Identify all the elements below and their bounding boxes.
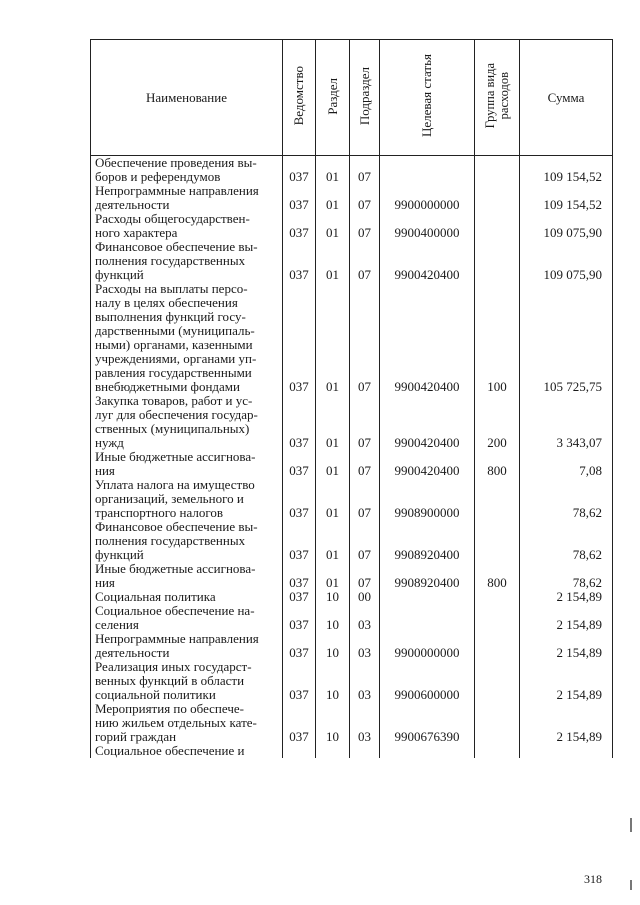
row-article: 9900420400 — [380, 282, 475, 394]
row-article: 9900400000 — [380, 212, 475, 240]
row-name: Закупка товаров, работ и ус- луг для обеспечения государ- ственных (муниципальных) нужд — [91, 394, 283, 450]
row-group — [475, 184, 520, 212]
row-group — [475, 212, 520, 240]
row-dept: 037 — [283, 240, 316, 282]
row-dept: 037 — [283, 590, 316, 604]
row-name: Непрограммные направления деятельности — [91, 184, 283, 212]
row-section: 01 — [316, 478, 350, 520]
row-section: 10 — [316, 590, 350, 604]
row-section: 01 — [316, 184, 350, 212]
header-group — [475, 40, 520, 156]
row-dept: 037 — [283, 450, 316, 478]
row-dept: 037 — [283, 394, 316, 450]
table-row — [91, 562, 613, 590]
row-dept: 037 — [283, 660, 316, 702]
scan-edge-mark — [630, 818, 632, 832]
header-section — [316, 40, 350, 156]
row-subsection: 07 — [350, 478, 380, 520]
row-subsection: 07 — [350, 282, 380, 394]
row-group — [475, 660, 520, 702]
table-row — [91, 282, 613, 394]
row-sum: 7,08 — [520, 450, 613, 478]
row-article: 9900676390 — [380, 702, 475, 744]
row-name: Иные бюджетные ассигнова- ния — [91, 450, 283, 478]
table-row — [91, 590, 613, 604]
header-article-label: Целевая статья — [419, 54, 434, 138]
row-article: 9900420400 — [380, 240, 475, 282]
row-sum: 2 154,89 — [520, 702, 613, 744]
row-dept: 037 — [283, 212, 316, 240]
row-section: 01 — [316, 450, 350, 478]
row-name: Расходы общегосударствен- ного характера — [91, 212, 283, 240]
table-row — [91, 156, 613, 185]
row-group: 800 — [475, 562, 520, 590]
row-dept: 037 — [283, 562, 316, 590]
row-name: Финансовое обеспечение вы- полнения государственных функций — [91, 520, 283, 562]
table-row — [91, 450, 613, 478]
row-subsection: 03 — [350, 702, 380, 744]
row-dept: 037 — [283, 156, 316, 185]
table-body — [91, 156, 613, 759]
row-article: 9908900000 — [380, 478, 475, 520]
row-group — [475, 240, 520, 282]
row-section: 10 — [316, 702, 350, 744]
row-name: Иные бюджетные ассигнова- ния — [91, 562, 283, 590]
row-dept — [283, 744, 316, 758]
row-sum: 2 154,89 — [520, 604, 613, 632]
table-row — [91, 604, 613, 632]
row-group — [475, 632, 520, 660]
row-section: 10 — [316, 604, 350, 632]
row-subsection: 07 — [350, 450, 380, 478]
row-name: Мероприятия по обеспече- нию жильем отдельных кате- горий граждан — [91, 702, 283, 744]
table-row — [91, 520, 613, 562]
row-article: 9908920400 — [380, 520, 475, 562]
row-name: Социальное обеспечение и — [91, 744, 283, 758]
row-sum: 109 154,52 — [520, 184, 613, 212]
row-dept: 037 — [283, 632, 316, 660]
row-sum: 2 154,89 — [520, 590, 613, 604]
row-section — [316, 744, 350, 758]
row-group — [475, 744, 520, 758]
row-section: 10 — [316, 632, 350, 660]
header-article — [380, 40, 475, 156]
header-sum-label: Сумма — [547, 89, 585, 105]
row-sum: 2 154,89 — [520, 632, 613, 660]
row-group — [475, 702, 520, 744]
row-article: 9900420400 — [380, 394, 475, 450]
row-subsection: 03 — [350, 660, 380, 702]
row-article — [380, 744, 475, 758]
row-subsection: 07 — [350, 212, 380, 240]
header-subsection — [350, 40, 380, 156]
header-section-label: Раздел — [324, 77, 340, 115]
table-row — [91, 632, 613, 660]
row-section: 01 — [316, 240, 350, 282]
row-subsection: 07 — [350, 562, 380, 590]
row-sum: 109 154,52 — [520, 156, 613, 185]
header-name — [91, 40, 283, 156]
row-group — [475, 520, 520, 562]
row-article — [380, 590, 475, 604]
row-sum: 3 343,07 — [520, 394, 613, 450]
row-name: Непрограммные направления деятельности — [91, 632, 283, 660]
row-dept: 037 — [283, 702, 316, 744]
row-subsection: 03 — [350, 604, 380, 632]
row-article: 9900000000 — [380, 632, 475, 660]
row-group: 800 — [475, 450, 520, 478]
row-dept: 037 — [283, 520, 316, 562]
table-row — [91, 240, 613, 282]
row-group: 200 — [475, 394, 520, 450]
row-sum: 78,62 — [520, 478, 613, 520]
row-sum: 2 154,89 — [520, 660, 613, 702]
table-row — [91, 184, 613, 212]
row-dept: 037 — [283, 184, 316, 212]
header-sum — [520, 40, 613, 156]
row-article: 9900600000 — [380, 660, 475, 702]
row-dept: 037 — [283, 478, 316, 520]
row-section: 10 — [316, 660, 350, 702]
scan-edge-mark — [630, 880, 632, 890]
row-group — [475, 156, 520, 185]
table-header — [91, 40, 613, 156]
row-section: 01 — [316, 212, 350, 240]
row-group: 100 — [475, 282, 520, 394]
row-name: Социальное обеспечение на- селения — [91, 604, 283, 632]
row-section: 01 — [316, 394, 350, 450]
row-dept: 037 — [283, 282, 316, 394]
row-sum: 78,62 — [520, 562, 613, 590]
row-group — [475, 590, 520, 604]
row-section: 01 — [316, 520, 350, 562]
header-dept — [283, 40, 316, 156]
header-subsection-label: Подраздел — [356, 66, 372, 126]
row-subsection: 07 — [350, 394, 380, 450]
row-group — [475, 604, 520, 632]
row-subsection: 07 — [350, 184, 380, 212]
row-sum: 78,62 — [520, 520, 613, 562]
row-subsection: 00 — [350, 590, 380, 604]
row-sum: 105 725,75 — [520, 282, 613, 394]
row-article: 9900420400 — [380, 450, 475, 478]
row-article — [380, 156, 475, 185]
row-dept: 037 — [283, 604, 316, 632]
page-number: 318 — [584, 872, 602, 886]
table-row — [91, 660, 613, 702]
table-row — [91, 702, 613, 744]
table-row — [91, 478, 613, 520]
header-name-label: Наименование — [146, 89, 227, 105]
budget-table — [90, 39, 613, 758]
header-dept-label: Ведомство — [291, 66, 306, 126]
row-section: 01 — [316, 282, 350, 394]
row-subsection: 07 — [350, 156, 380, 185]
row-name: Уплата налога на имущество организаций, земельного и транспортного налогов — [91, 478, 283, 520]
row-name: Социальная политика — [91, 590, 283, 604]
table-row — [91, 394, 613, 450]
row-article — [380, 604, 475, 632]
table-row — [91, 212, 613, 240]
table-row — [91, 744, 613, 758]
row-name: Обеспечение проведения вы- боров и референдумов — [91, 156, 283, 185]
row-name: Расходы на выплаты персо- налу в целях обеспечения выполнения функций госу- дарственными (муниципаль- ными) органами, казенными учреждениями, органами уп- равления государственными внебюджетными фондами — [91, 282, 283, 394]
row-section: 01 — [316, 156, 350, 185]
row-article: 9908920400 — [380, 562, 475, 590]
row-name: Реализация иных государст- венных функций в области социальной политики — [91, 660, 283, 702]
row-subsection: 03 — [350, 632, 380, 660]
row-sum: 109 075,90 — [520, 240, 613, 282]
row-name: Финансовое обеспечение вы- полнения государственных функций — [91, 240, 283, 282]
row-subsection: 07 — [350, 240, 380, 282]
row-subsection: 07 — [350, 520, 380, 562]
row-sum — [520, 744, 613, 758]
row-article: 9900000000 — [380, 184, 475, 212]
row-subsection — [350, 744, 380, 758]
row-section: 01 — [316, 562, 350, 590]
header-group-label: Группа вида расходов — [483, 63, 511, 129]
row-sum: 109 075,90 — [520, 212, 613, 240]
row-group — [475, 478, 520, 520]
